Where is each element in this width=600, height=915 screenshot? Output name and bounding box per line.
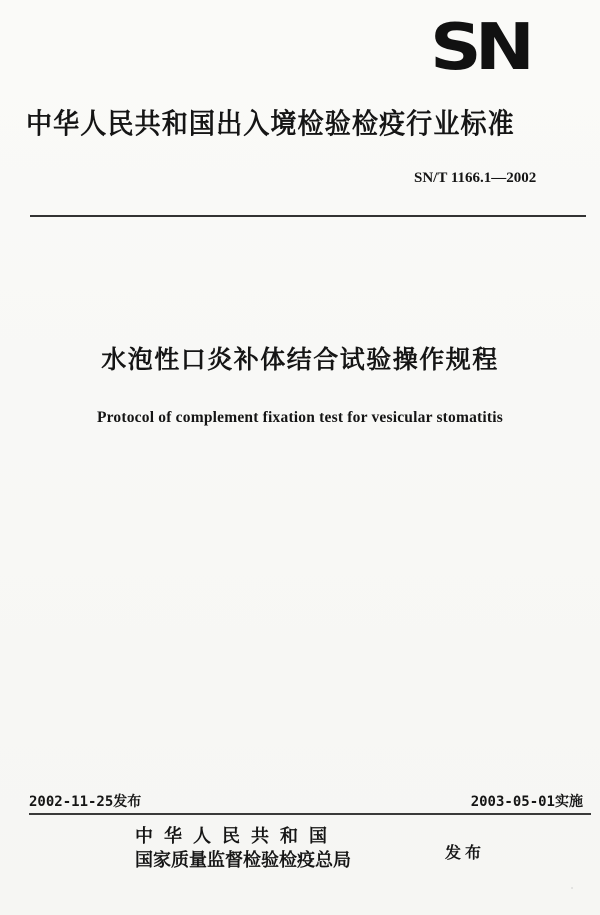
effective-label: 实施 [555,794,583,810]
issued-date: 2002-11-25 [29,794,114,810]
issued-label: 发布 [113,794,142,810]
header-divider [30,215,586,217]
document-title-chinese: 水泡性口炎补体结合试验操作规程 [101,345,499,374]
standard-category: 中华人民共和国出入境检验检疫行业标准 [26,107,515,140]
issuer-agency: 国家质量监督检验检疫总局 [135,850,351,871]
standard-number: SN/T 1166.1—2002 [414,170,537,186]
effective-date: 2003-05-01 [470,794,555,810]
effective-date-block [471,793,583,811]
footer-divider [29,813,591,815]
issued-date-block [29,793,141,811]
publish-label: 发布 [445,843,486,862]
issuer-country: 中华人民共和国 [135,826,338,847]
document-title-english: Protocol of complement fixation test for vesicular stomatitis [96,409,504,426]
sn-logo: SN [430,11,529,85]
corner-mark-icon: · [570,884,574,893]
